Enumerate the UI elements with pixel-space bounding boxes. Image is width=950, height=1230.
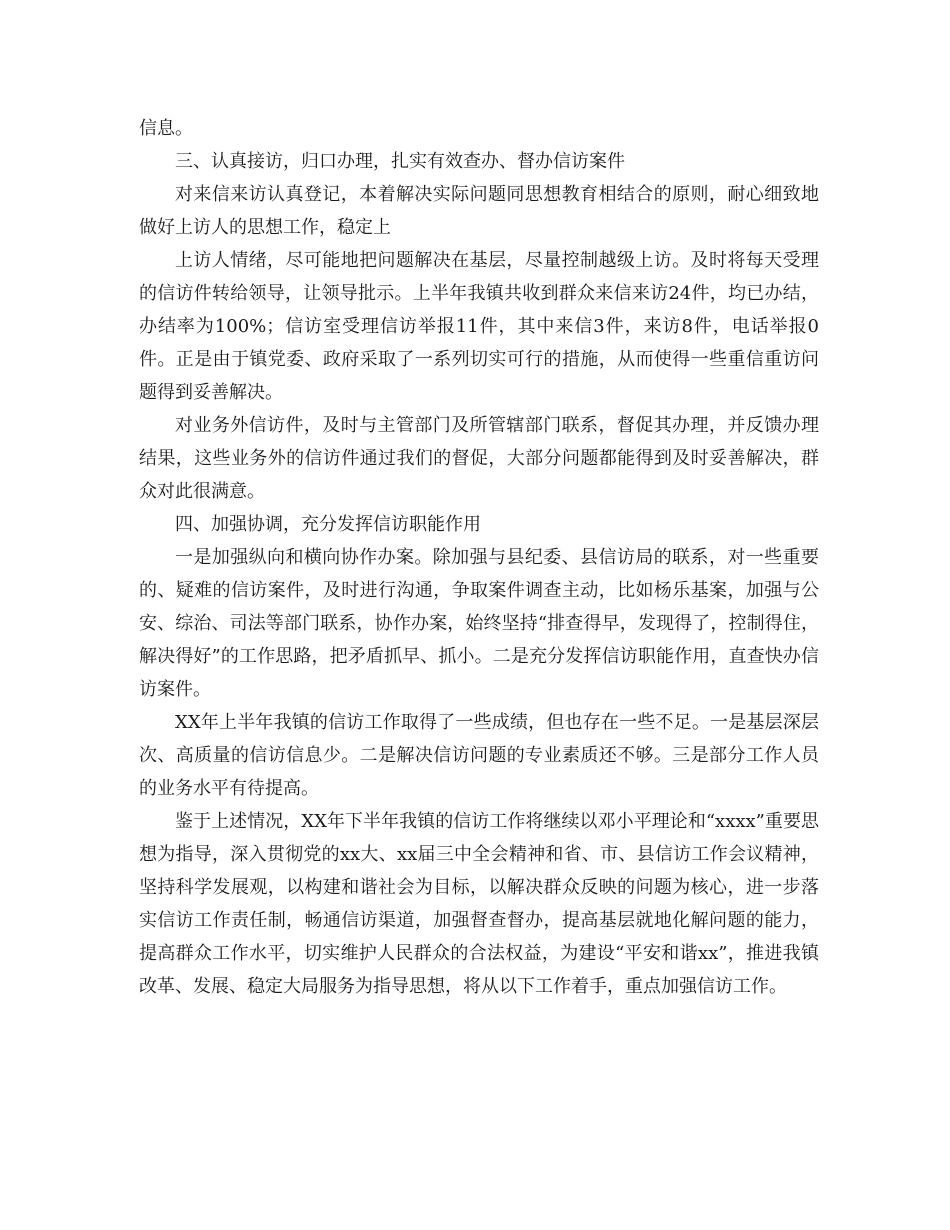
section-heading-4: 四、加强协调，充分发挥信访职能作用: [175, 514, 481, 535]
paragraph: 一是加强纵向和横向协作办案。除加强与县纪委、县信访局的联系，对一些重要的、疑难的信访案件，及时进行沟通，争取案件调查主动，比如杨乐基案，加强与公安、综治、司法等部门联系，协作办案，始终坚持“排查得早，发现得了，控制得住，解决得好”的工作思路，把矛盾抓早、抓小。二是充分发挥信访职能作用，直查快办信访案件。: [139, 547, 819, 700]
section-heading-3: 三、认真接访，归口办理，扎实有效查办、督办信访案件: [175, 151, 625, 172]
paragraph: 上访人情绪，尽可能地把问题解决在基层，尽量控制越级上访。及时将每天受理的信访件转给领导，让领导批示。上半年我镇共收到群众来信来访24件，均已办结，办结率为100%；信访室受理信访举报11件，其中来信3件，来访8件，电话举报0件。正是由于镇党委、政府采取了一系列切实可行的措施，从而使得一些重信重访问题得到妥善解决。: [139, 250, 819, 403]
paragraph-continuation: 信息。: [139, 118, 193, 139]
paragraph: 对业务外信访件，及时与主管部门及所管辖部门联系，督促其办理，并反馈办理结果，这些业务外的信访件通过我们的督促，大部分问题都能得到及时妥善解决，群众对此很满意。: [139, 415, 819, 502]
document-body: [139, 112, 819, 1003]
paragraph: XX年上半年我镇的信访工作取得了一些成绩，但也存在一些不足。一是基层深层次、高质量的信访信息少。二是解决信访问题的专业素质还不够。三是部分工作人员的业务水平有待提高。: [139, 712, 819, 799]
paragraph: 鉴于上述情况，XX年下半年我镇的信访工作将继续以邓小平理论和“xxxx”重要思想为指导，深入贯彻党的xx大、xx届三中全会精神和省、市、县信访工作会议精神，坚持科学发展观，以构建和谐社会为目标，以解决群众反映的问题为核心，进一步落实信访工作责任制，畅通信访渠道，加强督查督办，提高基层就地化解问题的能力，提高群众工作水平，切实维护人民群众的合法权益，为建设“平安和谐xx”，推进我镇改革、发展、稳定大局服务为指导思想，将从以下工作着手，重点加强信访工作。: [139, 811, 819, 997]
paragraph: 对来信来访认真登记，本着解决实际问题同思想教育相结合的原则，耐心细致地做好上访人的思想工作，稳定上: [139, 184, 819, 238]
